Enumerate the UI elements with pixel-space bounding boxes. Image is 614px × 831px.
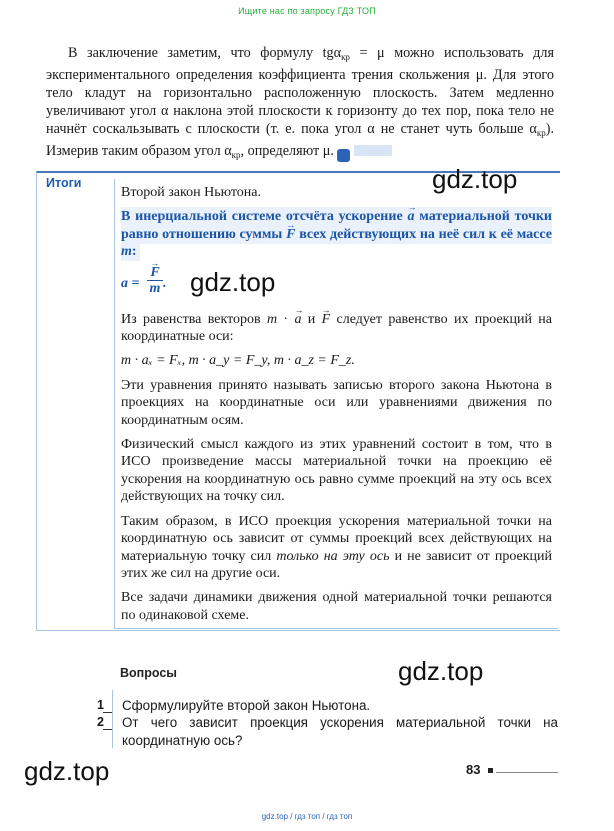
dynamics-paragraph: Все задачи динамики движения одной материальной точки решаются по одинаковой схеме. xyxy=(121,590,552,623)
summary-content xyxy=(121,184,552,631)
equations-paragraph: Эти уравнения принято называть записью второго закона Ньютона в проекциях на координатные оси или уравнениями движения по координатным осям. xyxy=(121,377,552,428)
question-item: Сформулируйте второй закон Ньютона. xyxy=(122,698,371,713)
question-number: 1 xyxy=(97,698,104,712)
refresh-icon[interactable] xyxy=(337,149,350,162)
conclusion-paragraph: Таким образом, в ИСО проекция ускорения материальной точки на координатную ось зависит от суммы проекций всех действующих на материальную точку сил только на эту ось и не зависит от проекций этих же сил на другие оси. xyxy=(121,513,552,581)
footer-links[interactable]: gdz.top / гдз топ / гдз топ xyxy=(261,812,353,821)
projection-equations: m · aₓ = Fₓ, m · a_y = F_y, m · a_z = F_z. xyxy=(121,353,355,369)
watermark: gdz.top xyxy=(398,656,484,686)
newton-formula: a = → $\frac{F}{m}$ . xyxy=(121,265,552,299)
page-marker xyxy=(488,768,493,773)
highlight-bar xyxy=(354,145,392,156)
question-item: От чего зависит проекция ускорения материальной точки на координатную ось? xyxy=(122,715,558,748)
watermark: gdz.top xyxy=(24,756,110,786)
summary-heading: Второй закон Ньютона. xyxy=(121,185,261,200)
question-number: 2 xyxy=(97,715,104,729)
page-number: 83 xyxy=(466,762,481,777)
watermark: gdz.top xyxy=(432,164,518,194)
questions-title: Вопросы xyxy=(120,666,177,680)
vector-equality-paragraph: Из равенства векторов m · → a и → F следует равенство их проекций на координатные оси: xyxy=(121,311,552,346)
newton-law-statement: В инерциальной системе отсчёта ускорение → a материальной точки равно отношению суммы → F всех действующих на неё сил к её массе m: xyxy=(121,208,552,260)
summary-label: Итоги xyxy=(46,176,82,190)
page-rule xyxy=(496,772,558,773)
question-tick xyxy=(103,712,112,713)
intro-paragraph: В заключение заметим, что формулу tgα$_{кр}$ = μ можно использовать для экспериментального определения коэффициента трения скольжения μ. Для этого тело кладут на горизонтально расположенную плоскость. Затем медленно увеличивают угол α наклона этой плоскости к горизонту до тех пор, пока тело не начнёт соскальзывать с плоскости (т. е. пока угол α не станет чуть больше $\alpha_{кр}$). Измерив таким образом угол $\alpha_{кр}$, определяют μ. xyxy=(46,45,554,161)
physical-meaning-paragraph: Физический смысл каждого из этих уравнений состоит в том, что в ИСО произведение массы материальной точки на проекцию её ускорения на координатную ось равно сумме проекций на эту ось всех действующих на точку сил. xyxy=(121,437,552,505)
question-tick xyxy=(103,729,112,730)
top-watermark-link[interactable]: Ищите нас по запросу ГДЗ ТОП xyxy=(238,6,376,16)
watermark: gdz.top xyxy=(190,267,276,297)
questions-rule xyxy=(112,690,113,748)
